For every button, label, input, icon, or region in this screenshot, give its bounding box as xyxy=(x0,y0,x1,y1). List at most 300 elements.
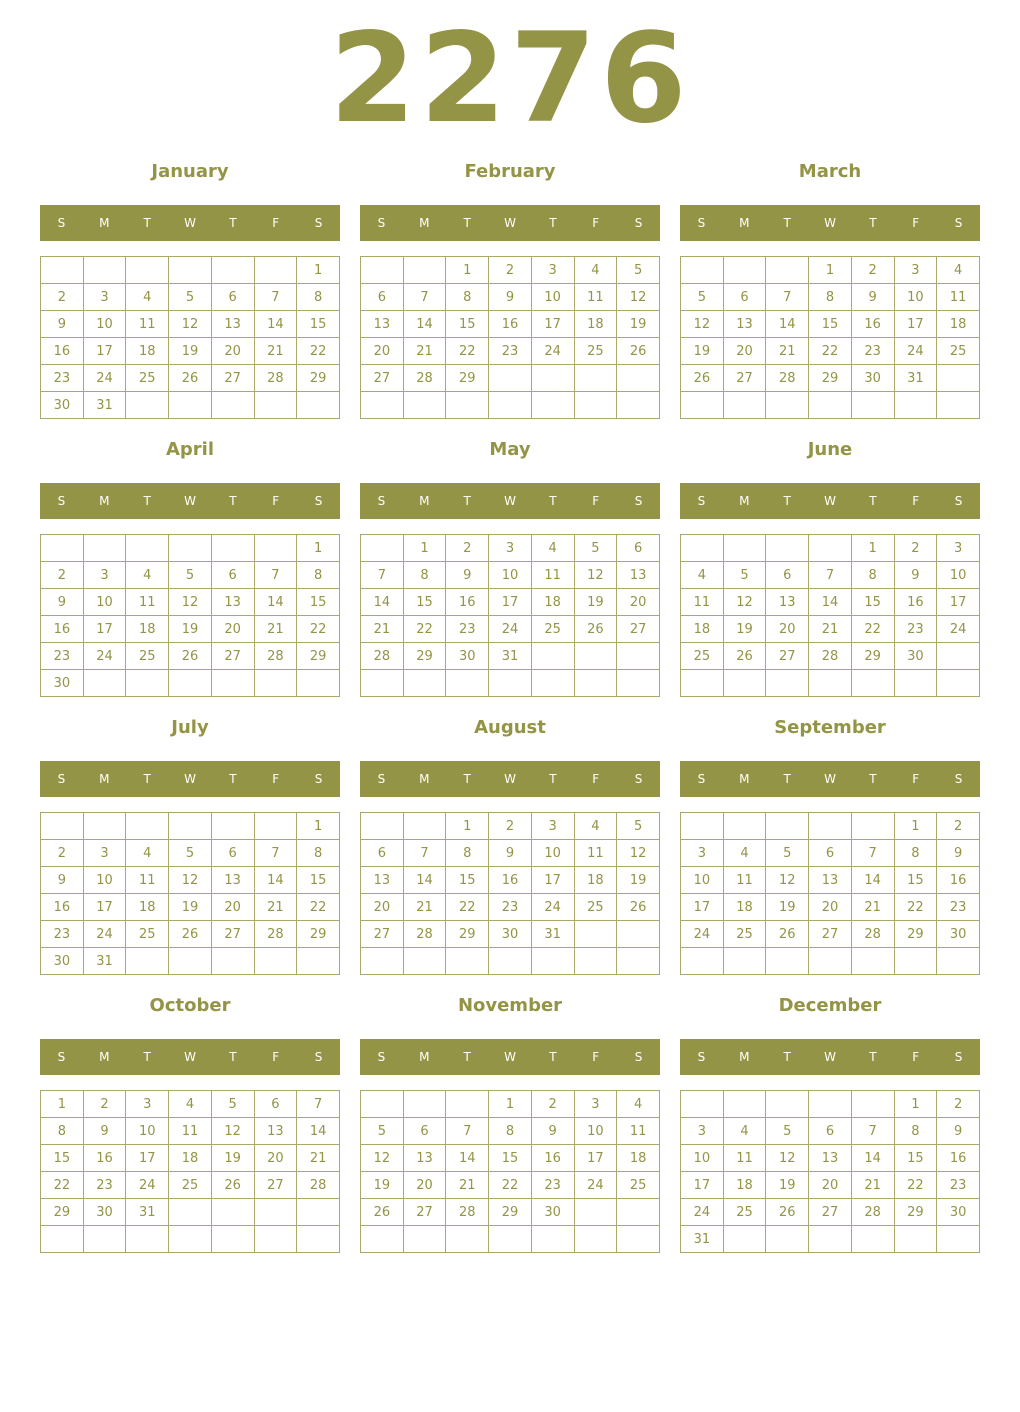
day-cell: 30 xyxy=(894,643,937,670)
day-cell: 17 xyxy=(531,311,574,338)
day-cell: 20 xyxy=(211,338,254,365)
day-cell: 11 xyxy=(531,562,574,589)
weekday-header: W xyxy=(824,772,836,786)
empty-day-cell xyxy=(681,392,724,419)
day-cell: 14 xyxy=(361,589,404,616)
day-cell: 6 xyxy=(254,1091,297,1118)
day-cell: 8 xyxy=(851,562,894,589)
day-cell: 1 xyxy=(894,1091,937,1118)
weekday-header: T xyxy=(229,494,237,508)
day-cell: 4 xyxy=(574,257,617,284)
day-cell: 4 xyxy=(723,840,766,867)
weekday-header: S xyxy=(57,494,66,508)
day-cell: 29 xyxy=(41,1199,84,1226)
day-cell: 31 xyxy=(531,921,574,948)
weekday-header: S xyxy=(697,772,706,786)
week-row xyxy=(41,1118,340,1145)
day-cell: 7 xyxy=(766,284,809,311)
week-row xyxy=(41,840,340,867)
day-cell: 29 xyxy=(894,1199,937,1226)
day-cell: 20 xyxy=(361,338,404,365)
day-cell: 16 xyxy=(41,616,84,643)
empty-day-cell xyxy=(531,948,574,975)
empty-day-cell xyxy=(211,813,254,840)
empty-day-cell xyxy=(574,392,617,419)
empty-day-cell xyxy=(126,1226,169,1253)
day-cell: 16 xyxy=(531,1145,574,1172)
empty-day-cell xyxy=(723,1091,766,1118)
day-cell: 27 xyxy=(403,1199,446,1226)
day-cell: 29 xyxy=(894,921,937,948)
weekday-header: F xyxy=(272,772,280,786)
day-cell: 11 xyxy=(126,311,169,338)
day-cell: 22 xyxy=(851,616,894,643)
empty-day-cell xyxy=(126,948,169,975)
weekday-header: S xyxy=(954,1050,963,1064)
day-cell: 26 xyxy=(211,1172,254,1199)
weekday-header: W xyxy=(504,216,516,230)
day-cell: 6 xyxy=(617,535,660,562)
day-cell: 30 xyxy=(41,670,84,697)
empty-day-cell xyxy=(361,813,404,840)
empty-day-cell xyxy=(531,1226,574,1253)
day-cell: 16 xyxy=(937,1145,980,1172)
day-cell: 25 xyxy=(574,338,617,365)
day-cell: 17 xyxy=(937,589,980,616)
day-cell: 13 xyxy=(254,1118,297,1145)
weekday-header: S xyxy=(314,494,323,508)
day-cell: 8 xyxy=(297,840,340,867)
empty-day-cell xyxy=(809,1226,852,1253)
day-cell: 19 xyxy=(361,1172,404,1199)
day-cell: 8 xyxy=(894,1118,937,1145)
empty-day-cell xyxy=(403,670,446,697)
day-cell: 23 xyxy=(41,643,84,670)
day-cell: 12 xyxy=(574,562,617,589)
empty-day-cell xyxy=(126,670,169,697)
day-grid xyxy=(680,256,980,419)
empty-day-cell xyxy=(809,813,852,840)
day-cell: 6 xyxy=(211,840,254,867)
day-cell: 20 xyxy=(617,589,660,616)
day-cell: 13 xyxy=(211,589,254,616)
weekday-header: S xyxy=(954,772,963,786)
weekday-header: S xyxy=(697,216,706,230)
day-cell: 3 xyxy=(574,1091,617,1118)
day-cell: 28 xyxy=(297,1172,340,1199)
day-cell: 7 xyxy=(254,562,297,589)
weekday-header-row xyxy=(40,205,340,241)
empty-day-cell xyxy=(169,392,212,419)
empty-day-cell xyxy=(297,1199,340,1226)
day-cell: 4 xyxy=(574,813,617,840)
month-name: February xyxy=(464,161,556,182)
day-cell: 22 xyxy=(403,616,446,643)
day-cell: 2 xyxy=(937,1091,980,1118)
weekday-header: T xyxy=(549,1050,557,1064)
weekday-header-row xyxy=(40,761,340,797)
day-cell: 21 xyxy=(254,894,297,921)
day-cell: 20 xyxy=(766,616,809,643)
day-cell: 2 xyxy=(41,562,84,589)
empty-day-cell xyxy=(361,1091,404,1118)
day-cell: 22 xyxy=(297,894,340,921)
empty-day-cell xyxy=(403,257,446,284)
day-cell: 23 xyxy=(41,921,84,948)
empty-day-cell xyxy=(361,392,404,419)
weekday-header: F xyxy=(272,216,280,230)
empty-day-cell xyxy=(894,392,937,419)
weekday-header: S xyxy=(377,216,386,230)
week-row xyxy=(681,365,980,392)
day-cell: 4 xyxy=(169,1091,212,1118)
empty-day-cell xyxy=(617,948,660,975)
weekday-header-row xyxy=(680,1039,980,1075)
day-cell: 11 xyxy=(574,840,617,867)
day-cell: 7 xyxy=(254,840,297,867)
day-cell: 28 xyxy=(766,365,809,392)
day-cell: 9 xyxy=(41,867,84,894)
day-cell: 23 xyxy=(446,616,489,643)
empty-day-cell xyxy=(617,643,660,670)
empty-day-cell xyxy=(254,392,297,419)
empty-day-cell xyxy=(617,670,660,697)
day-cell: 1 xyxy=(809,257,852,284)
day-cell: 25 xyxy=(126,365,169,392)
empty-day-cell xyxy=(894,948,937,975)
week-row xyxy=(41,643,340,670)
day-cell: 21 xyxy=(851,1172,894,1199)
day-cell: 15 xyxy=(297,311,340,338)
day-grid xyxy=(680,534,980,697)
day-cell: 16 xyxy=(489,867,532,894)
empty-day-cell xyxy=(446,392,489,419)
day-cell: 25 xyxy=(169,1172,212,1199)
empty-day-cell xyxy=(851,670,894,697)
week-row xyxy=(361,813,660,840)
day-cell: 27 xyxy=(361,365,404,392)
day-cell: 24 xyxy=(83,365,126,392)
empty-day-cell xyxy=(723,257,766,284)
weekday-header: T xyxy=(143,1050,151,1064)
day-cell: 24 xyxy=(126,1172,169,1199)
day-cell: 2 xyxy=(937,813,980,840)
day-cell: 26 xyxy=(723,643,766,670)
day-cell: 15 xyxy=(403,589,446,616)
day-cell: 9 xyxy=(894,562,937,589)
day-cell: 15 xyxy=(297,867,340,894)
day-cell: 7 xyxy=(851,840,894,867)
day-cell: 27 xyxy=(211,921,254,948)
day-cell: 8 xyxy=(446,840,489,867)
week-row xyxy=(41,257,340,284)
empty-day-cell xyxy=(766,1226,809,1253)
day-cell: 30 xyxy=(446,643,489,670)
day-cell: 10 xyxy=(574,1118,617,1145)
empty-day-cell xyxy=(83,1226,126,1253)
day-cell: 19 xyxy=(617,867,660,894)
day-cell: 28 xyxy=(403,365,446,392)
weekday-header: S xyxy=(314,772,323,786)
weekday-header: T xyxy=(143,494,151,508)
day-cell: 24 xyxy=(83,921,126,948)
weekday-header: W xyxy=(504,1050,516,1064)
day-cell: 1 xyxy=(446,813,489,840)
day-cell: 24 xyxy=(531,338,574,365)
week-row xyxy=(41,365,340,392)
weekday-header: T xyxy=(869,772,877,786)
day-cell: 27 xyxy=(809,921,852,948)
day-cell: 31 xyxy=(894,365,937,392)
weekday-header-row xyxy=(360,205,660,241)
day-cell: 22 xyxy=(894,894,937,921)
empty-day-cell xyxy=(617,365,660,392)
day-cell: 19 xyxy=(169,894,212,921)
empty-day-cell xyxy=(403,813,446,840)
day-cell: 20 xyxy=(723,338,766,365)
day-cell: 3 xyxy=(681,840,724,867)
day-cell: 21 xyxy=(809,616,852,643)
day-cell: 4 xyxy=(681,562,724,589)
week-row xyxy=(361,643,660,670)
week-row xyxy=(681,311,980,338)
day-cell: 12 xyxy=(617,284,660,311)
empty-day-cell xyxy=(851,1091,894,1118)
day-cell: 19 xyxy=(617,311,660,338)
empty-day-cell xyxy=(489,1226,532,1253)
week-row xyxy=(361,311,660,338)
empty-day-cell xyxy=(681,670,724,697)
empty-day-cell xyxy=(403,1091,446,1118)
day-cell: 20 xyxy=(809,894,852,921)
day-cell: 15 xyxy=(894,1145,937,1172)
day-cell: 23 xyxy=(531,1172,574,1199)
day-cell: 24 xyxy=(574,1172,617,1199)
day-cell: 5 xyxy=(211,1091,254,1118)
week-row xyxy=(41,921,340,948)
day-cell: 2 xyxy=(41,840,84,867)
weekday-header: M xyxy=(99,216,110,230)
empty-day-cell xyxy=(681,948,724,975)
day-grid xyxy=(360,256,660,419)
empty-day-cell xyxy=(83,813,126,840)
weekday-header: T xyxy=(549,216,557,230)
weekday-header: W xyxy=(824,1050,836,1064)
empty-day-cell xyxy=(766,535,809,562)
empty-day-cell xyxy=(361,535,404,562)
day-cell: 13 xyxy=(211,311,254,338)
week-row xyxy=(41,535,340,562)
month-name: August xyxy=(474,717,546,738)
weekday-header: M xyxy=(419,772,430,786)
month-name: April xyxy=(165,439,215,460)
weekday-header: M xyxy=(739,1050,750,1064)
day-cell: 1 xyxy=(446,257,489,284)
day-cell: 1 xyxy=(403,535,446,562)
empty-day-cell xyxy=(766,670,809,697)
empty-day-cell xyxy=(766,392,809,419)
day-cell: 31 xyxy=(489,643,532,670)
day-cell: 3 xyxy=(126,1091,169,1118)
day-cell: 14 xyxy=(254,867,297,894)
day-cell: 18 xyxy=(937,311,980,338)
day-cell: 15 xyxy=(489,1145,532,1172)
weekday-header-row xyxy=(40,483,340,519)
empty-day-cell xyxy=(211,1199,254,1226)
weekday-header: W xyxy=(184,216,196,230)
empty-day-cell xyxy=(361,670,404,697)
week-row xyxy=(361,284,660,311)
weekday-header: F xyxy=(272,494,280,508)
week-row xyxy=(681,616,980,643)
empty-day-cell xyxy=(211,670,254,697)
empty-day-cell xyxy=(809,1091,852,1118)
week-row xyxy=(361,562,660,589)
day-cell: 22 xyxy=(894,1172,937,1199)
day-cell: 21 xyxy=(403,338,446,365)
day-cell: 16 xyxy=(851,311,894,338)
day-cell: 16 xyxy=(41,338,84,365)
empty-day-cell xyxy=(169,813,212,840)
day-cell: 19 xyxy=(169,338,212,365)
empty-day-cell xyxy=(531,670,574,697)
day-cell: 29 xyxy=(446,921,489,948)
day-cell: 8 xyxy=(403,562,446,589)
day-cell: 11 xyxy=(126,867,169,894)
week-row xyxy=(681,284,980,311)
weekday-header: M xyxy=(739,216,750,230)
day-cell: 28 xyxy=(254,643,297,670)
day-cell: 25 xyxy=(723,1199,766,1226)
empty-day-cell xyxy=(723,948,766,975)
week-row xyxy=(41,670,340,697)
weekday-header: S xyxy=(697,1050,706,1064)
day-cell: 9 xyxy=(41,311,84,338)
empty-day-cell xyxy=(254,257,297,284)
day-cell: 11 xyxy=(937,284,980,311)
day-cell: 9 xyxy=(83,1118,126,1145)
weekday-header: S xyxy=(634,772,643,786)
empty-day-cell xyxy=(489,365,532,392)
weekday-header: S xyxy=(377,494,386,508)
week-row xyxy=(361,1226,660,1253)
week-row xyxy=(681,1091,980,1118)
day-grid xyxy=(40,812,340,975)
empty-day-cell xyxy=(169,1226,212,1253)
day-cell: 25 xyxy=(681,643,724,670)
day-cell: 5 xyxy=(766,1118,809,1145)
month-name: September xyxy=(774,717,886,738)
empty-day-cell xyxy=(41,535,84,562)
day-cell: 1 xyxy=(297,813,340,840)
day-cell: 17 xyxy=(894,311,937,338)
empty-day-cell xyxy=(574,365,617,392)
day-cell: 4 xyxy=(617,1091,660,1118)
weekday-header: F xyxy=(592,494,600,508)
day-cell: 13 xyxy=(766,589,809,616)
day-cell: 10 xyxy=(681,867,724,894)
day-grid xyxy=(40,256,340,419)
month-name: March xyxy=(798,161,862,182)
weekday-header-row xyxy=(360,483,660,519)
week-row xyxy=(41,589,340,616)
day-cell: 25 xyxy=(937,338,980,365)
day-cell: 14 xyxy=(851,867,894,894)
day-cell: 10 xyxy=(937,562,980,589)
weekday-header: S xyxy=(634,1050,643,1064)
day-cell: 21 xyxy=(851,894,894,921)
day-cell: 8 xyxy=(297,284,340,311)
day-cell: 9 xyxy=(937,1118,980,1145)
week-row xyxy=(361,1172,660,1199)
weekday-header: W xyxy=(504,772,516,786)
day-cell: 3 xyxy=(531,813,574,840)
empty-day-cell xyxy=(41,813,84,840)
day-cell: 6 xyxy=(766,562,809,589)
day-cell: 2 xyxy=(489,813,532,840)
day-cell: 24 xyxy=(681,1199,724,1226)
day-cell: 12 xyxy=(766,1145,809,1172)
day-grid xyxy=(680,1090,980,1253)
weekday-header: W xyxy=(184,494,196,508)
empty-day-cell xyxy=(83,535,126,562)
weekday-header: M xyxy=(99,772,110,786)
weekday-header: S xyxy=(57,772,66,786)
empty-day-cell xyxy=(361,257,404,284)
day-cell: 24 xyxy=(937,616,980,643)
empty-day-cell xyxy=(254,535,297,562)
day-cell: 6 xyxy=(361,840,404,867)
day-cell: 27 xyxy=(766,643,809,670)
day-cell: 22 xyxy=(446,338,489,365)
day-cell: 9 xyxy=(489,284,532,311)
week-row xyxy=(681,392,980,419)
day-cell: 3 xyxy=(83,840,126,867)
day-cell: 29 xyxy=(297,921,340,948)
empty-day-cell xyxy=(489,392,532,419)
day-cell: 4 xyxy=(937,257,980,284)
weekday-header: S xyxy=(634,216,643,230)
day-cell: 15 xyxy=(446,311,489,338)
week-row xyxy=(681,1145,980,1172)
day-cell: 29 xyxy=(403,643,446,670)
day-cell: 12 xyxy=(766,867,809,894)
weekday-header: F xyxy=(912,494,920,508)
day-cell: 16 xyxy=(937,867,980,894)
empty-day-cell xyxy=(617,921,660,948)
day-cell: 7 xyxy=(254,284,297,311)
day-cell: 15 xyxy=(297,589,340,616)
day-cell: 2 xyxy=(851,257,894,284)
day-cell: 26 xyxy=(169,643,212,670)
day-cell: 19 xyxy=(574,589,617,616)
day-cell: 10 xyxy=(894,284,937,311)
day-cell: 14 xyxy=(254,311,297,338)
day-cell: 14 xyxy=(403,311,446,338)
weekday-header: F xyxy=(592,216,600,230)
day-cell: 26 xyxy=(617,338,660,365)
weekday-header: M xyxy=(739,772,750,786)
day-cell: 22 xyxy=(41,1172,84,1199)
day-cell: 7 xyxy=(361,562,404,589)
weekday-header: T xyxy=(463,772,471,786)
weekday-header-row xyxy=(680,761,980,797)
empty-day-cell xyxy=(766,948,809,975)
day-cell: 19 xyxy=(211,1145,254,1172)
week-row xyxy=(681,894,980,921)
empty-day-cell xyxy=(169,670,212,697)
empty-day-cell xyxy=(723,813,766,840)
